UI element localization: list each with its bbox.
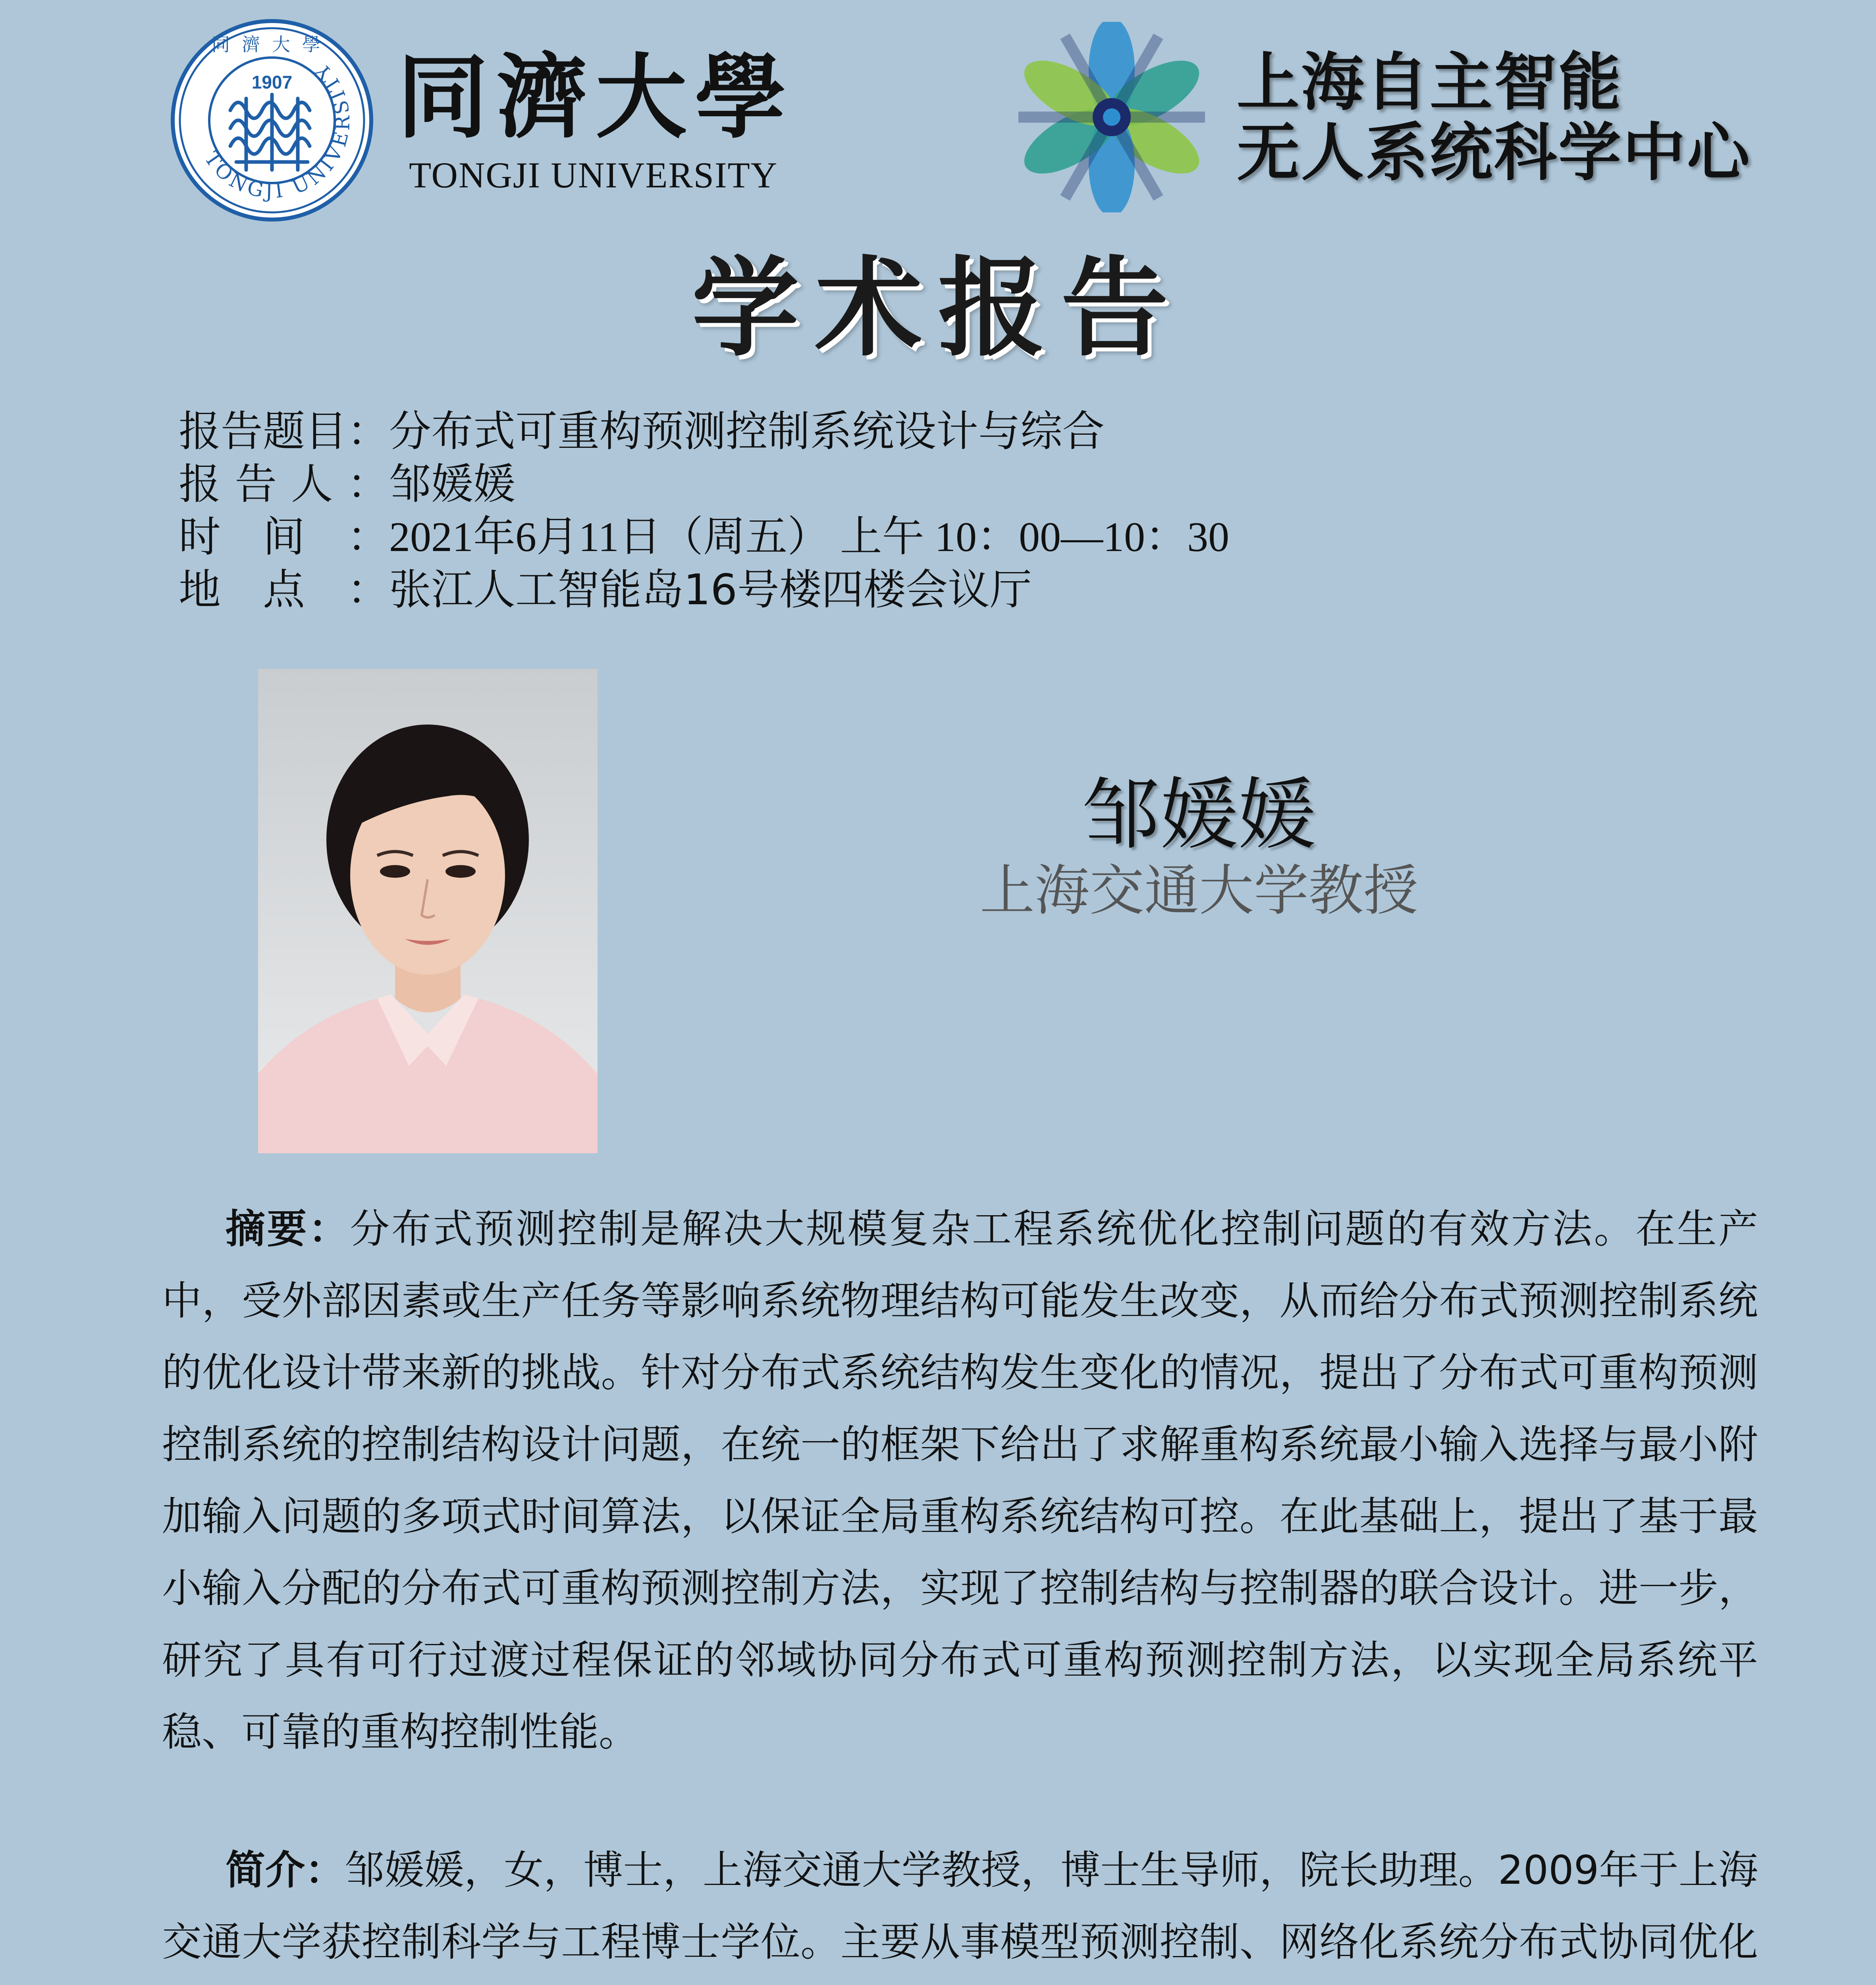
bio-text: 邹媛媛，女，博士，上海交通大学教授，博士生导师，院长助理。2009年于上海交通大学获控制科学与工程博士学位。主要从事模型预测控制、网络化系统分布式协同优化	[162, 1847, 1758, 1965]
seal-ring-text: TONGJI UNIVERSITY	[200, 57, 355, 203]
speaker-name: 邹媛媛	[1082, 770, 1316, 860]
tongji-seal-logo	[171, 19, 373, 222]
topic-label: 报 告 题 目 ：	[179, 407, 389, 456]
bio-paragraph	[162, 1834, 1758, 1985]
talk-info-block	[179, 405, 1229, 616]
seal-year: 1907	[251, 72, 293, 93]
abstract-paragraph	[162, 1193, 1758, 1768]
speaker-photo	[258, 669, 598, 1153]
center-name-line2: 无人系统科学中心	[1237, 116, 1751, 189]
speaker-value: 邹媛媛	[389, 460, 515, 509]
tongji-name-en: TONGJI UNIVERSITY	[409, 155, 778, 195]
speaker-label: 报 告 人 ：	[179, 460, 389, 509]
topic-value: 分布式可重构预测控制系统设计与综合	[389, 407, 1105, 456]
info-row-speaker	[179, 458, 1229, 511]
info-row-time	[179, 511, 1229, 563]
abstract-lead: 摘要：	[226, 1206, 350, 1252]
center-name-line1: 上海自主智能	[1237, 46, 1623, 119]
tongji-name-cn: 同濟大學	[397, 44, 794, 151]
info-row-place	[179, 563, 1229, 616]
center-name	[1237, 48, 1751, 188]
place-value: 张江人工智能岛16号楼四楼会议厅	[389, 565, 1032, 614]
seal-top-text: 同濟大學	[212, 34, 332, 55]
time-value: 2021年6月11日（周五） 上午 10：00—10：30	[389, 514, 1230, 560]
time-label: 时 间 ：	[179, 513, 389, 561]
info-row-topic	[179, 405, 1229, 458]
center-snowflake-logo	[1016, 22, 1207, 212]
abstract-text: 分布式预测控制是解决大规模复杂工程系统优化控制问题的有效方法。在生产中，受外部因素或生产任务等影响系统物理结构可能发生改变，从而给分布式预测控制系统的优化设计带来新的挑战。针对分布式系统结构发生变化的情况，提出了分布式可重构预测控制系统的控制结构设计问题，在统一的框架下给出了求解重构系统最小输入选择与最小附加输入问题的多项式时间算法，以保证全局重构系统结构可控。在此基础上，提出了基于最小输入分配的分布式可重构预测控制方法，实现了控制结构与控制器的联合设计。进一步，研究了具有可行过渡过程保证的邻域协同分布式可重构预测控制方法，以实现全局系统平稳、可靠的重构控制性能。	[162, 1206, 1758, 1755]
bio-lead: 简介：	[226, 1847, 345, 1893]
speaker-title: 上海交通大学教授	[979, 859, 1418, 923]
page-title: 学术报告	[692, 245, 1184, 371]
place-label: 地 点 ：	[179, 565, 389, 614]
